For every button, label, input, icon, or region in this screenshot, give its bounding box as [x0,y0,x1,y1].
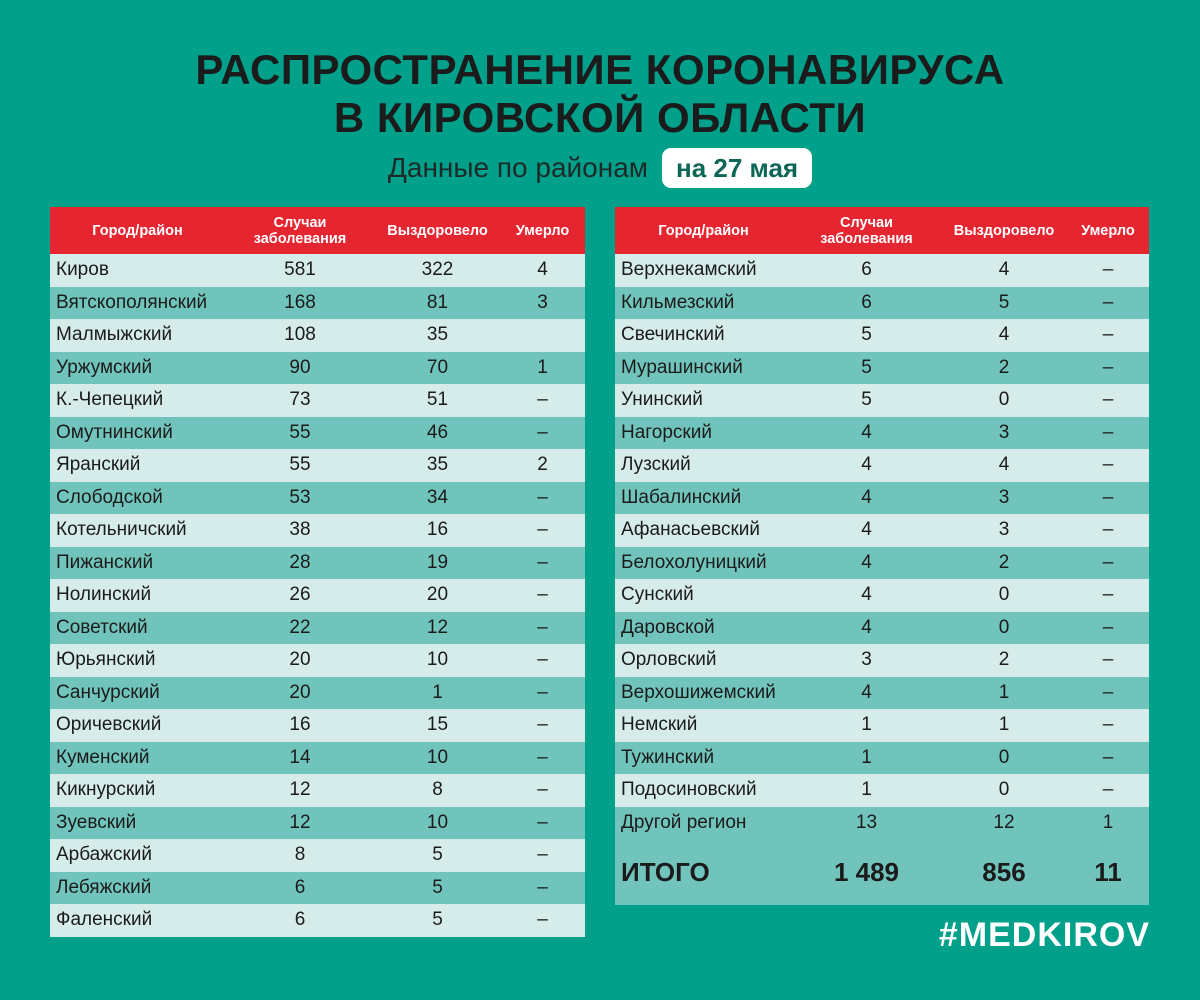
died-cell: – [1067,644,1149,677]
recovered-cell: 4 [941,254,1067,287]
column-header-district: Город/район [615,207,792,254]
district-cell: Верхнекамский [615,254,792,287]
died-cell: – [500,904,585,937]
cases-cell: 6 [225,872,375,905]
died-cell: – [1067,319,1149,352]
district-cell: Слободской [50,482,225,515]
district-cell: Юрьянский [50,644,225,677]
recovered-cell: 5 [375,839,500,872]
table-row [50,417,585,450]
died-cell: – [500,417,585,450]
cases-cell: 20 [225,644,375,677]
district-cell: Лебяжский [50,872,225,905]
cases-cell: 3 [792,644,941,677]
cases-cell: 4 [792,612,941,645]
recovered-cell: 70 [375,352,500,385]
died-cell: – [1067,287,1149,320]
recovered-cell: 20 [375,579,500,612]
recovered-cell: 0 [941,774,1067,807]
cases-cell: 8 [225,839,375,872]
cases-cell: 5 [792,352,941,385]
table-row [50,644,585,677]
district-cell: Кильмезский [615,287,792,320]
cases-cell: 1 [792,742,941,775]
died-cell: – [500,547,585,580]
recovered-cell: 3 [941,514,1067,547]
died-cell: – [1067,774,1149,807]
died-cell: – [500,742,585,775]
recovered-cell: 1 [375,677,500,710]
district-cell: Куменский [50,742,225,775]
recovered-cell: 5 [375,872,500,905]
recovered-cell: 1 [941,709,1067,742]
died-cell: – [500,384,585,417]
died-cell: – [1067,384,1149,417]
died-cell: – [1067,579,1149,612]
table-row [615,449,1149,482]
district-cell: Верхошижемский [615,677,792,710]
column-header-died: Умерло [500,207,585,254]
district-cell: Санчурский [50,677,225,710]
table-row [50,807,585,840]
district-cell: Шабалинский [615,482,792,515]
district-cell: Киров [50,254,225,287]
hashtag-label: #MEDKIROV [938,916,1150,954]
district-cell: Сунский [615,579,792,612]
cases-cell: 73 [225,384,375,417]
district-cell: К.-Чепецкий [50,384,225,417]
district-cell: Зуевский [50,807,225,840]
table-row [50,449,585,482]
died-cell: – [1067,254,1149,287]
died-cell: – [500,807,585,840]
district-cell: Лузский [615,449,792,482]
table-header-row [50,207,585,254]
district-cell: Свечинский [615,319,792,352]
recovered-cell: 1 [941,677,1067,710]
died-cell: – [500,482,585,515]
district-cell: Нолинский [50,579,225,612]
date-badge: на 27 мая [662,148,812,188]
table-row [615,807,1149,840]
cases-cell: 53 [225,482,375,515]
total-row [615,839,1149,905]
district-cell: Малмыжский [50,319,225,352]
total-cases: 1 489 [792,839,941,905]
title-line-1: РАСПРОСТРАНЕНИЕ КОРОНАВИРУСА [195,46,1005,93]
cases-cell: 1 [792,709,941,742]
cases-cell: 14 [225,742,375,775]
table-row [50,612,585,645]
cases-cell: 12 [225,807,375,840]
column-header-district: Город/район [50,207,225,254]
table-row [50,579,585,612]
recovered-cell: 51 [375,384,500,417]
died-cell: – [500,872,585,905]
recovered-cell: 0 [941,612,1067,645]
recovered-cell: 35 [375,319,500,352]
died-cell: – [500,677,585,710]
died-cell: – [1067,612,1149,645]
cases-cell: 4 [792,449,941,482]
cases-cell: 4 [792,417,941,450]
subtitle-row [0,146,1200,190]
table-row [615,547,1149,580]
district-cell: Унинский [615,384,792,417]
died-cell: – [1067,709,1149,742]
district-cell: Подосиновский [615,774,792,807]
cases-cell: 55 [225,449,375,482]
recovered-cell: 10 [375,644,500,677]
table-row [50,742,585,775]
cases-cell: 5 [792,384,941,417]
recovered-cell: 35 [375,449,500,482]
table-row [615,514,1149,547]
recovered-cell: 3 [941,417,1067,450]
table-row [50,319,585,352]
died-cell: 1 [500,352,585,385]
subtitle: Данные по районам [387,152,649,183]
total-died: 11 [1067,839,1149,905]
recovered-cell: 0 [941,579,1067,612]
cases-cell: 168 [225,287,375,320]
died-cell: – [1067,449,1149,482]
recovered-cell: 4 [941,449,1067,482]
table-row [50,872,585,905]
district-cell: Немский [615,709,792,742]
page-title [0,46,1200,142]
cases-cell: 55 [225,417,375,450]
died-cell: 2 [500,449,585,482]
table-row [50,514,585,547]
table-row [615,677,1149,710]
table-row [50,709,585,742]
table-row [615,254,1149,287]
died-cell: – [1067,417,1149,450]
table-row [50,839,585,872]
died-cell: 1 [1067,807,1149,840]
died-cell: – [500,709,585,742]
cases-cell: 108 [225,319,375,352]
district-cell: Оричевский [50,709,225,742]
cases-cell: 4 [792,547,941,580]
cases-cell: 26 [225,579,375,612]
district-cell: Яранский [50,449,225,482]
district-cell: Афанасьевский [615,514,792,547]
cases-cell: 6 [225,904,375,937]
table-row [50,384,585,417]
cases-cell: 12 [225,774,375,807]
recovered-cell: 12 [375,612,500,645]
died-cell: – [1067,547,1149,580]
died-cell: – [1067,677,1149,710]
recovered-cell: 10 [375,807,500,840]
table-row [615,319,1149,352]
table-row [50,677,585,710]
title-line-2: В КИРОВСКОЙ ОБЛАСТИ [333,94,867,141]
recovered-cell: 34 [375,482,500,515]
table-row [615,482,1149,515]
cases-cell: 16 [225,709,375,742]
district-cell: Омутнинский [50,417,225,450]
table-row [615,709,1149,742]
recovered-cell: 322 [375,254,500,287]
cases-cell: 13 [792,807,941,840]
table-row [615,579,1149,612]
died-cell: – [1067,352,1149,385]
table-row [615,417,1149,450]
recovered-cell: 81 [375,287,500,320]
recovered-cell: 2 [941,547,1067,580]
district-cell: Котельничский [50,514,225,547]
cases-cell: 90 [225,352,375,385]
table-row [615,742,1149,775]
died-cell: – [500,579,585,612]
district-cell: Вятскополянский [50,287,225,320]
table-row [615,644,1149,677]
died-cell: 3 [500,287,585,320]
district-cell: Фаленский [50,904,225,937]
column-header-cases: Случаи заболевания [225,207,375,254]
district-cell: Нагорский [615,417,792,450]
cases-cell: 20 [225,677,375,710]
cases-cell: 5 [792,319,941,352]
district-cell: Мурашинский [615,352,792,385]
district-cell: Другой регион [615,807,792,840]
recovered-cell: 0 [941,742,1067,775]
district-cell: Белохолуницкий [615,547,792,580]
table-row [50,254,585,287]
recovered-cell: 5 [375,904,500,937]
cases-cell: 6 [792,254,941,287]
table-row [50,547,585,580]
total-label: ИТОГО [615,839,792,905]
column-header-recovered: Выздоровело [941,207,1067,254]
cases-cell: 22 [225,612,375,645]
died-cell: – [1067,514,1149,547]
table-row [50,352,585,385]
died-cell: 4 [500,254,585,287]
districts-table-right [615,207,1149,905]
table-row [50,482,585,515]
district-cell: Тужинский [615,742,792,775]
cases-cell: 4 [792,514,941,547]
died-cell: – [1067,482,1149,515]
table-row [615,287,1149,320]
cases-cell: 4 [792,579,941,612]
recovered-cell: 8 [375,774,500,807]
died-cell: – [500,839,585,872]
district-cell: Советский [50,612,225,645]
recovered-cell: 2 [941,644,1067,677]
table-header-row [615,207,1149,254]
cases-cell: 1 [792,774,941,807]
recovered-cell: 2 [941,352,1067,385]
recovered-cell: 5 [941,287,1067,320]
recovered-cell: 10 [375,742,500,775]
died-cell: – [500,612,585,645]
district-cell: Даровской [615,612,792,645]
table-row [50,774,585,807]
recovered-cell: 46 [375,417,500,450]
cases-cell: 4 [792,482,941,515]
district-cell: Арбажский [50,839,225,872]
died-cell: – [1067,742,1149,775]
table-row [50,904,585,937]
cases-cell: 38 [225,514,375,547]
column-header-recovered: Выздоровело [375,207,500,254]
column-header-cases: Случаи заболевания [792,207,941,254]
died-cell: – [500,644,585,677]
table-row [50,287,585,320]
recovered-cell: 0 [941,384,1067,417]
table-row [615,612,1149,645]
table-row [615,352,1149,385]
recovered-cell: 3 [941,482,1067,515]
district-cell: Кикнурский [50,774,225,807]
died-cell [500,319,585,352]
died-cell: – [500,774,585,807]
table-row [615,384,1149,417]
cases-cell: 4 [792,677,941,710]
recovered-cell: 4 [941,319,1067,352]
district-cell: Пижанский [50,547,225,580]
district-cell: Уржумский [50,352,225,385]
recovered-cell: 12 [941,807,1067,840]
cases-cell: 28 [225,547,375,580]
died-cell: – [500,514,585,547]
district-cell: Орловский [615,644,792,677]
recovered-cell: 19 [375,547,500,580]
column-header-died: Умерло [1067,207,1149,254]
districts-table-left [50,207,585,937]
recovered-cell: 15 [375,709,500,742]
table-row [615,774,1149,807]
cases-cell: 581 [225,254,375,287]
cases-cell: 6 [792,287,941,320]
total-recovered: 856 [941,839,1067,905]
recovered-cell: 16 [375,514,500,547]
